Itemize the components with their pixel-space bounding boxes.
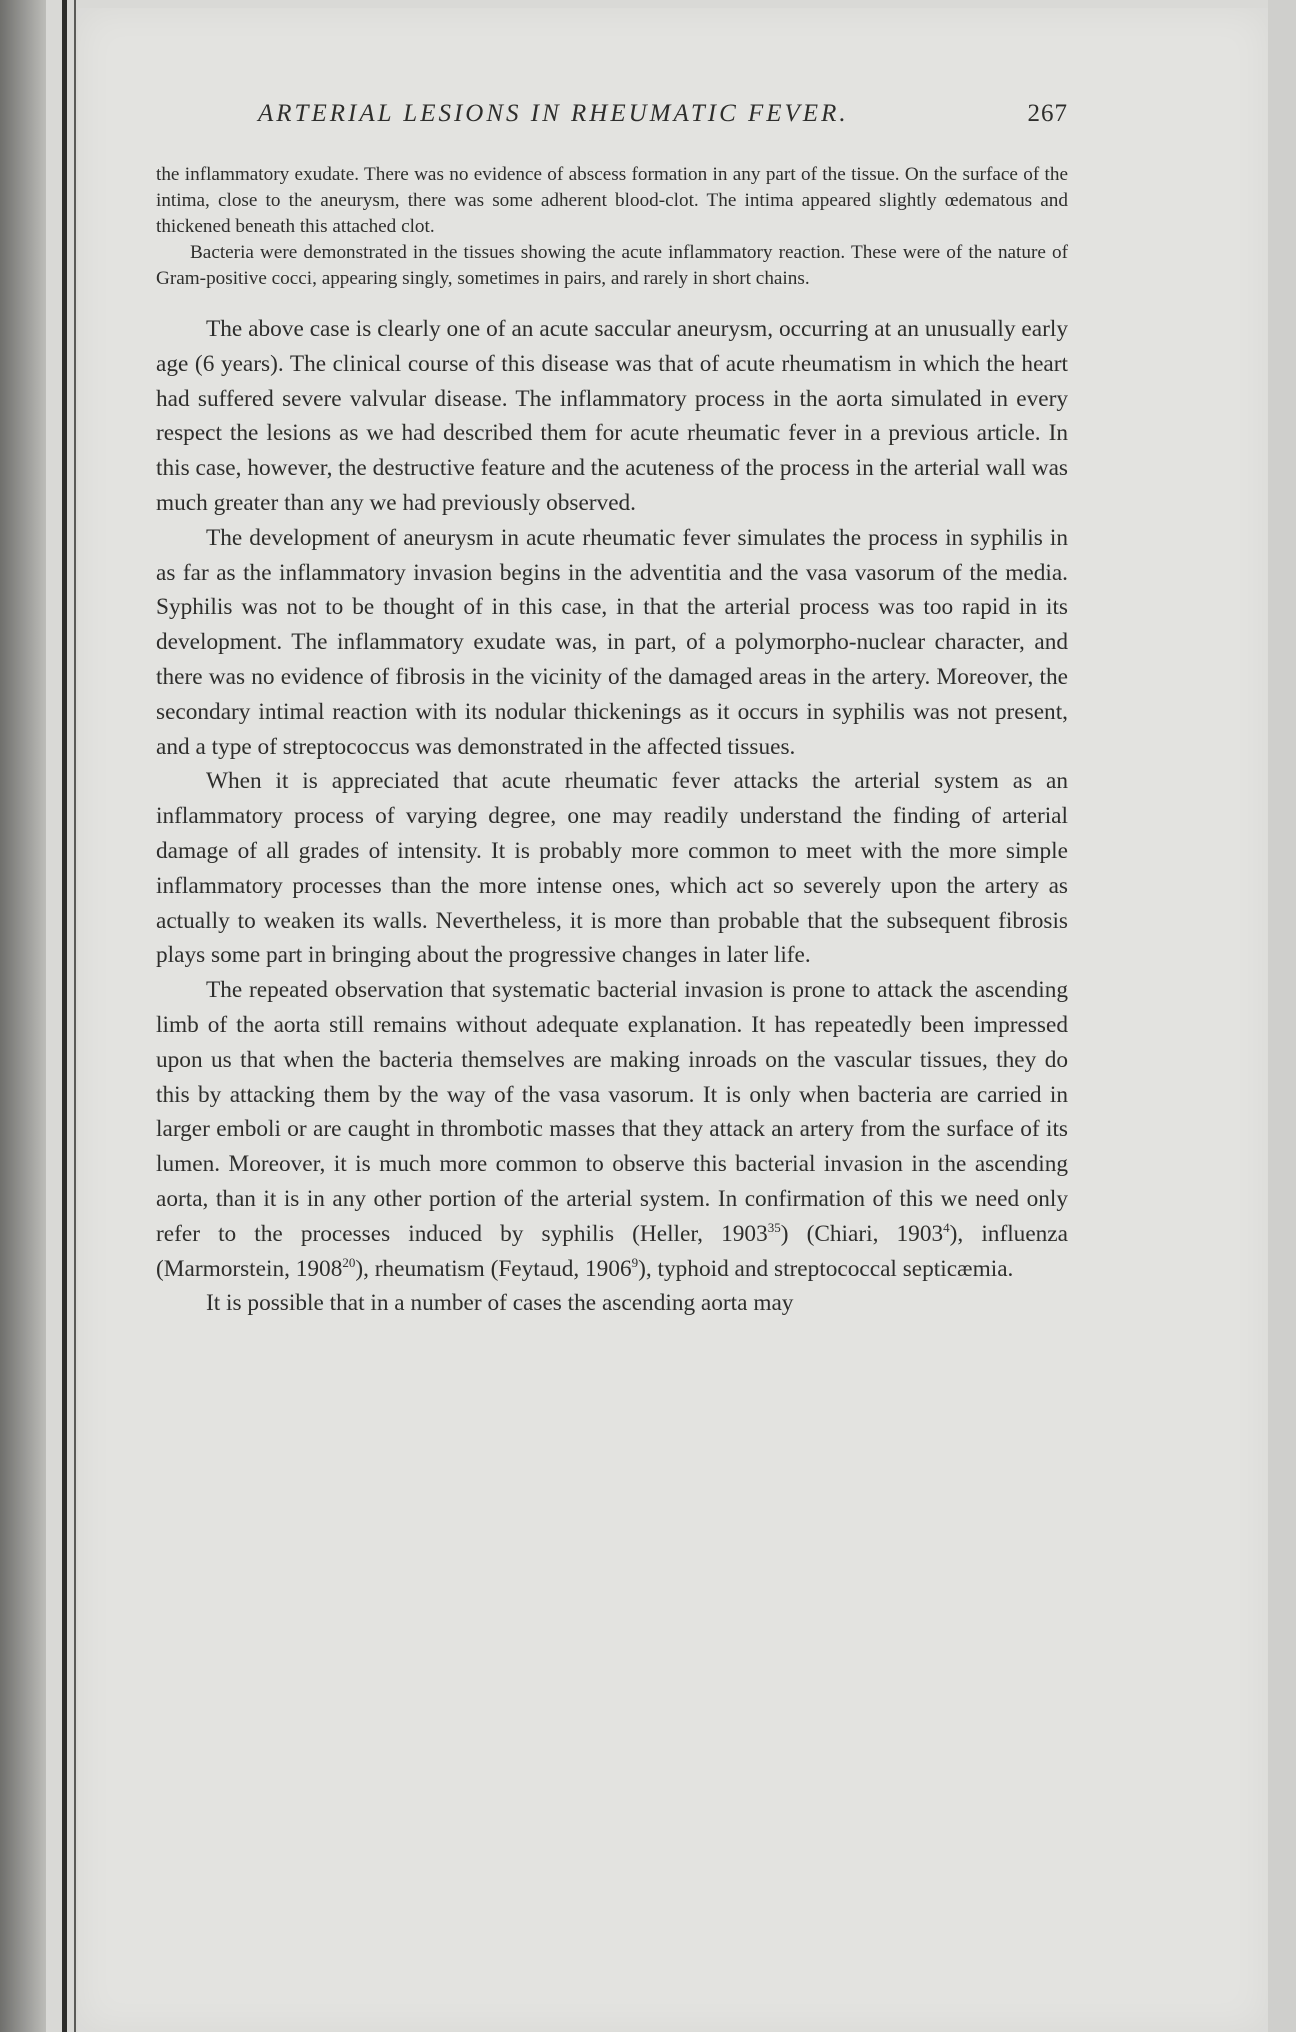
citation-text: ) (Chiari, 1903 [780, 1220, 944, 1247]
body-paragraph: The development of aneurysm in acute rheumatic fever simulates the process in syphilis in as far as the inflammatory invasion begins in the adventitia and the vasa vasorum of the media. Syphilis was not to be thought of in this case, in that the arterial process was too rapid in its development. The inflammatory exudate was, in part, of a polymorpho-nuclear character, and there was no evidence of fibrosis in the vicinity of the damaged areas in the artery. Moreover, the secondary intimal reaction with its nodular thickenings as it occurs in syphilis was not present, and a type of streptococcus was demonstrated in the affected tissues. [156, 524, 1068, 760]
body-paragraph: It is possible that in a number of cases the ascending aorta may [206, 1290, 794, 1317]
citation-text: ), typhoid and streptococcal septicæmia. [638, 1255, 1014, 1282]
text-column [156, 94, 1068, 1321]
citation-text: ), rheumatism (Feytaud, 1906 [355, 1255, 632, 1282]
citation-text: The repeated observation that systematic bacterial invasion is prone to attack the ascending limb of the aorta still remains without adequate explanation. It has repeatedly been impressed upon us that when the bacteria themselves are making inroads on the vascular tissues, they do this by attacking them by the way of the vasa vasorum. It is only when bacteria are carried in larger emboli or are caught in thrombotic masses that they attack an artery from the surface of its lumen. Moreover, it is much more common to observe this bacterial invasion in the ascending aorta, than it is in any other portion of the arterial system. In confirmation of this we need only refer to the processes induced by syphilis (Heller, 1903 [156, 977, 1068, 1247]
section-gap [156, 292, 1068, 312]
small-print-paragraph: the inflammatory exudate. There was no evidence of abscess formation in any part of the tissue. On the surface of the intima, close to the aneurysm, there was some adherent blood-clot. The intima appeared slightly œdematous and thickened beneath this attached clot. [156, 164, 1068, 237]
citation-ref: 4 [943, 1219, 950, 1235]
citation-ref: 35 [767, 1219, 781, 1235]
small-print-paragraph: Bacteria were demonstrated in the tissues showing the acute inflammatory reaction. These were of the nature of Gram-positive cocci, appearing singly, sometimes in pairs, and rarely in short chains. [156, 242, 1068, 289]
citation-ref: 9 [631, 1254, 639, 1270]
running-header [156, 94, 1068, 134]
running-title: ARTERIAL LESIONS IN RHEUMATIC FEVER. [258, 100, 849, 127]
body-paragraph: The above case is clearly one of an acute saccular aneurysm, occurring at an unusually early age (6 years). The clinical course of this disease was that of acute rheumatism in which the heart had suffered severe valvular disease. The inflammatory process in the aorta simulated in every respect the lesions as we had described them for acute rheumatic fever in a previous article. In this case, however, the destructive feature and the acuteness of the process in the arterial wall was much greater than any we had previously observed. [156, 316, 1068, 516]
body-paragraph: When it is appreciated that acute rheumatic fever attacks the arterial system as an inflammatory process of varying degree, one may readily understand the finding of arterial damage of all grades of intensity. It is probably more common to meet with the more simple inflammatory processes than the more intense ones, which act so severely upon the artery as actually to weaken its walls. Nevertheless, it is more than probable that the subsequent fibrosis plays some part in bringing about the progressive changes in later life. [156, 768, 1068, 969]
body-paragraph-citations [156, 973, 1068, 1286]
page-number: 267 [1027, 100, 1068, 127]
citation-ref: 20 [342, 1254, 356, 1270]
citation-text: ), influenza (Marmorstein, 1908 [156, 1220, 1068, 1282]
book-gutter-shadow [0, 0, 46, 2032]
page-right-margin [1268, 0, 1296, 2032]
book-spine-edge-inner [74, 0, 76, 2032]
book-spine-edge [62, 0, 67, 2032]
